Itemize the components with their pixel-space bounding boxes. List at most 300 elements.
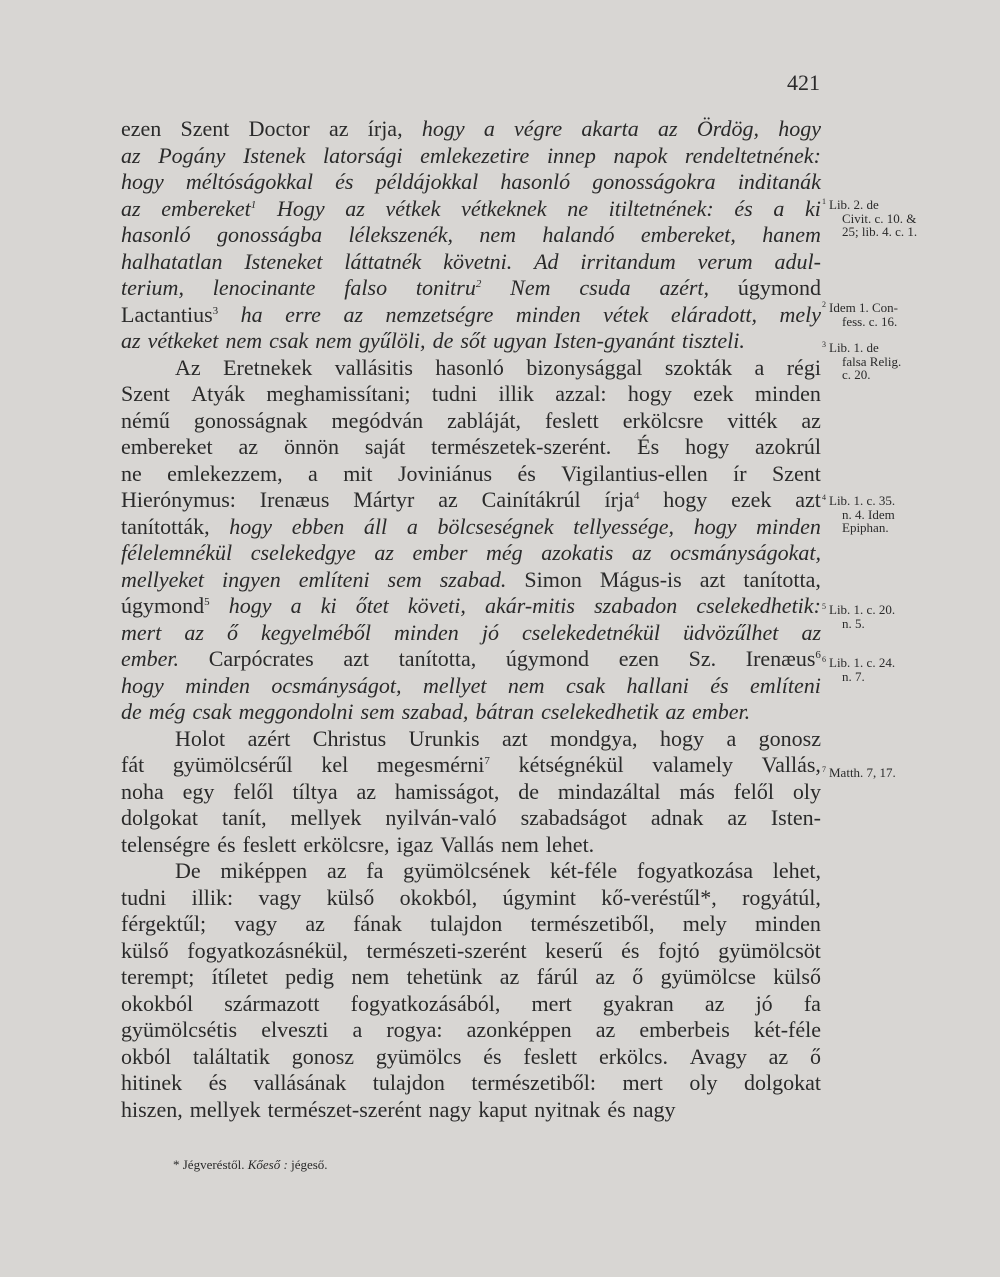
word: minden — [394, 619, 459, 645]
word: és — [621, 937, 640, 963]
word: úgymint — [502, 884, 576, 910]
marginal-note-line: $^4$ Lib. 1. c. 35. — [822, 493, 896, 508]
word: ezen — [121, 116, 162, 141]
word: a — [406, 513, 418, 539]
word: hogy — [228, 593, 272, 618]
word: Simon — [524, 566, 582, 592]
footnote-mark: * — [173, 1157, 180, 1172]
marginal-note-number: 1 — [822, 197, 826, 206]
word: az — [326, 858, 347, 883]
word: vétkek — [385, 195, 441, 221]
marginal-note-line: n. 5. — [842, 615, 865, 631]
word: Pogány — [158, 142, 226, 168]
word: fát — [121, 752, 145, 777]
word: kő-veréstűl*, — [601, 884, 717, 910]
word: rogya: — [386, 1017, 443, 1042]
word: vitték — [727, 407, 778, 433]
word: az — [438, 487, 458, 512]
word: hasonló — [435, 354, 504, 380]
page-number: 421 — [787, 70, 820, 95]
word: tudni — [121, 884, 167, 910]
word: vallásitis — [334, 354, 413, 380]
note-reference: 2 — [475, 278, 482, 290]
word: bátran — [475, 699, 535, 724]
text-line — [121, 116, 821, 143]
word: akarta — [581, 116, 639, 141]
word: Atyák — [191, 381, 245, 406]
word: gonosságokra — [592, 169, 716, 194]
word: irritandum — [580, 248, 676, 274]
marginal-note-line: $^1$ Lib. 2. de — [822, 197, 879, 212]
text-line — [121, 832, 821, 859]
word: Isteneket — [244, 248, 323, 274]
word: embereket — [121, 434, 213, 459]
word: nyilván-való — [385, 805, 497, 830]
word: felől — [733, 778, 775, 804]
word: tehetünk — [406, 964, 483, 989]
word: tulajdon — [372, 1070, 445, 1095]
word: oly — [689, 1070, 718, 1095]
word: napok — [613, 142, 668, 168]
word: latorsági — [323, 142, 403, 168]
word: ebben — [291, 513, 345, 539]
word: még — [148, 699, 186, 724]
word: fojtó — [658, 937, 700, 963]
word: nem — [507, 672, 545, 698]
word: vétkeknek — [461, 195, 547, 221]
text-line — [121, 938, 821, 965]
word: emlekezzem, — [167, 460, 283, 486]
word: minden — [515, 301, 581, 327]
word: mindazáltal — [557, 778, 661, 804]
marginal-note-number: 2 — [822, 300, 826, 309]
footnote — [173, 1157, 328, 1173]
word: szabad. — [439, 566, 507, 592]
note-reference: 5 — [204, 596, 210, 608]
word: ingyen — [222, 566, 281, 592]
word: Isten- — [770, 805, 821, 830]
word: adnak — [650, 805, 704, 830]
word: kaput — [478, 1096, 528, 1122]
word: tanította, — [398, 646, 477, 671]
text-line — [121, 646, 821, 673]
word: lehet. — [545, 831, 595, 857]
word: mert — [531, 990, 572, 1016]
text-line — [121, 858, 821, 885]
word: nem — [351, 964, 390, 989]
word: terempt; — [121, 964, 195, 989]
word: okból — [121, 1043, 172, 1069]
word: Szent — [121, 381, 170, 406]
word: gyümölcsének — [403, 858, 531, 883]
word: ír — [733, 460, 747, 486]
text-line — [121, 752, 821, 779]
word: meghamissítani; — [266, 381, 411, 406]
word: Hogy — [276, 195, 325, 221]
marginal-note-line: 25; lib. 4. c. 1. — [842, 224, 918, 239]
word: természetiből: — [471, 1070, 597, 1095]
word: csak — [192, 699, 232, 724]
word: szabadon — [594, 593, 678, 618]
word: gyümölcsérűl — [172, 752, 293, 777]
word: rendeltetnének: — [684, 142, 821, 168]
word: ember. — [692, 699, 751, 724]
word: említeni — [298, 566, 370, 592]
word: azonképpen — [466, 1017, 572, 1042]
word: minden — [756, 513, 821, 539]
word: az — [801, 407, 821, 433]
word: az — [356, 778, 377, 804]
word: jó — [755, 990, 773, 1016]
word: és — [517, 460, 536, 486]
note-reference: 7 — [484, 755, 490, 767]
word: erkölcsre — [622, 407, 704, 433]
word: minden — [754, 381, 821, 406]
word: írja, — [367, 116, 403, 141]
text-line — [121, 1017, 821, 1044]
word: csuda — [579, 275, 631, 300]
text-line — [121, 302, 821, 329]
word: mellyek — [290, 805, 362, 830]
word: tonitru$^2$ — [415, 275, 482, 300]
word: Christus — [312, 725, 387, 751]
word: feslett — [544, 407, 599, 433]
text-line — [121, 699, 821, 726]
word: Az — [175, 354, 201, 380]
word: inditanák — [737, 169, 821, 194]
marginal-note-line: falsa Relig. — [842, 353, 902, 369]
word: egy — [182, 778, 215, 804]
word: és — [208, 1070, 227, 1095]
word: láttatnék — [344, 248, 422, 274]
marginal-note-number: 7 — [822, 765, 826, 774]
word: ne — [567, 195, 588, 221]
word: ő — [226, 619, 238, 645]
word: az — [238, 434, 259, 459]
word: ő — [632, 964, 644, 989]
word: jó — [481, 619, 499, 645]
text-line — [121, 779, 821, 806]
word: erkölcsre, — [303, 831, 390, 857]
word: az — [768, 1043, 789, 1069]
word: végre — [514, 116, 563, 141]
word: külső — [121, 937, 169, 963]
word: zabláját, — [447, 407, 522, 433]
word: lenocinante — [212, 275, 316, 300]
footnote-text-2: jégeső. — [291, 1157, 328, 1172]
marginal-note-number: 6 — [822, 655, 826, 664]
text-line — [121, 514, 821, 541]
marginal-note-line: fess. c. 16. — [842, 313, 898, 329]
word: noha — [121, 778, 164, 804]
text-line — [121, 222, 821, 249]
word: származott — [224, 990, 320, 1016]
word: azokatis — [541, 540, 614, 565]
word: halandó — [542, 222, 615, 247]
text-line — [121, 275, 821, 302]
word: két-féle — [753, 1017, 821, 1042]
word: ezen — [618, 646, 659, 671]
word: mit — [343, 460, 373, 486]
word: azzal: — [555, 381, 607, 406]
word: embereket, — [640, 222, 736, 247]
marginal-note — [822, 494, 972, 535]
word: Isten-gyanánt — [553, 328, 675, 353]
word: mely — [682, 911, 727, 936]
word: hogy — [627, 381, 672, 406]
word: hogy — [121, 672, 164, 698]
text-line — [121, 567, 821, 594]
word: lehet, — [772, 858, 821, 883]
word: Carpócrates — [208, 646, 314, 671]
word: hasonló — [121, 222, 191, 247]
word: sem — [360, 699, 395, 724]
word: adul- — [774, 248, 821, 274]
word: fa — [366, 858, 384, 883]
word: Hierónymus: — [121, 487, 236, 512]
word: követni. — [443, 248, 513, 274]
word: természetiből, — [530, 911, 655, 936]
marginal-note-line: $^7$ Matth. 7, 17. — [822, 765, 896, 780]
text-line — [121, 911, 821, 938]
word: említeni — [750, 672, 821, 698]
word: erkölcs. — [598, 1043, 668, 1069]
word: gonosságba — [217, 222, 323, 247]
word: Vigilantius-ellen — [561, 460, 708, 486]
marginal-note-line: c. 20. — [842, 367, 871, 382]
word: fogyatkozásnékül, — [187, 937, 348, 963]
word: külső — [326, 884, 375, 910]
word: az — [305, 911, 325, 936]
word: és — [607, 1096, 626, 1122]
word: azt — [699, 566, 726, 592]
word: az — [121, 195, 141, 221]
marginal-note-line: $^5$ Lib. 1. c. 20. — [822, 602, 896, 617]
text-line — [121, 355, 821, 382]
word: nemzetségre — [385, 301, 494, 327]
word: fogyatkozásából, — [350, 990, 501, 1016]
word: a — [754, 354, 765, 380]
text-line — [121, 434, 821, 461]
word: dolgokat — [121, 805, 198, 830]
word: nagy — [428, 1096, 472, 1122]
text-line — [121, 408, 821, 435]
word: megesmérni$^7$ — [376, 752, 490, 777]
word: csak — [269, 328, 309, 353]
word: mellyek — [189, 1096, 261, 1122]
word: áll — [363, 513, 388, 539]
word: az — [374, 540, 394, 565]
word: az — [345, 195, 365, 221]
word: terium, — [121, 275, 184, 300]
word: keserű — [545, 937, 603, 963]
word: kétségnékül — [518, 752, 624, 777]
word: önnön — [283, 434, 339, 459]
word: férgektűl; — [121, 911, 207, 936]
word: nem — [479, 222, 516, 247]
marginal-note-number: 4 — [822, 493, 826, 502]
word: külső — [773, 964, 821, 989]
word: miképpen — [220, 858, 308, 883]
text-line — [121, 381, 821, 408]
word: hogy — [121, 169, 164, 194]
word: pedig — [285, 964, 335, 989]
marginal-note-number: 3 — [822, 340, 826, 349]
word: a — [726, 725, 737, 751]
text-line — [121, 328, 821, 355]
word: Vallás — [440, 831, 494, 857]
word: tellyessége, — [573, 513, 675, 539]
text-line — [121, 249, 821, 276]
word: és — [710, 672, 729, 698]
marginal-note-line: $^3$ Lib. 1. de — [822, 340, 879, 355]
word: itiltetnének: — [608, 195, 714, 221]
word: hanem — [762, 222, 821, 247]
word: és — [734, 195, 753, 221]
word: Szent — [180, 116, 230, 141]
word: gonosz — [291, 1043, 355, 1069]
word: nem — [315, 328, 352, 353]
word: felől — [233, 778, 274, 804]
word: ugyan — [493, 328, 547, 353]
word: minden — [754, 911, 821, 936]
word: gonosságnak — [193, 407, 308, 433]
word: gyümölcsöt — [718, 937, 821, 963]
word: illik — [498, 381, 534, 406]
word: halhatatlan — [121, 248, 223, 274]
word: nem — [501, 831, 539, 857]
word: üdvözűlhet — [683, 619, 779, 645]
word: Joviniánus — [397, 460, 493, 486]
word: úgymond — [737, 275, 821, 300]
text-line — [121, 991, 821, 1018]
word: szabad, — [401, 699, 469, 724]
word: dolgokat — [743, 1070, 821, 1095]
word: a — [290, 593, 302, 618]
word: mely — [779, 301, 821, 327]
word: tanít, — [221, 805, 267, 830]
text-line — [121, 196, 821, 223]
word: és — [335, 169, 354, 194]
marginal-note-line: Epiphan. — [842, 520, 889, 535]
text-line — [121, 726, 821, 753]
word: az — [595, 964, 615, 989]
marginal-note — [822, 603, 972, 630]
word: Istenek — [243, 142, 306, 168]
word: emberbeis — [639, 1017, 730, 1042]
word: természetek-szerént. — [431, 434, 612, 459]
word: feslett — [523, 1043, 578, 1069]
word: rogyátúl, — [742, 884, 821, 910]
word: mondgya, — [550, 725, 638, 751]
word: hogy — [229, 513, 273, 539]
word: némű — [121, 407, 170, 433]
word: hogy — [421, 116, 465, 141]
word: vagy — [258, 884, 302, 910]
text-line — [121, 620, 821, 647]
footnote-italic-text: Kőeső : — [247, 1157, 288, 1172]
word: és — [217, 831, 236, 857]
word: Urunkis — [408, 725, 480, 751]
marginal-note-line: n. 4. Idem — [842, 506, 895, 522]
word: És — [637, 434, 660, 459]
word: cselekedetnékül — [522, 619, 661, 645]
word: fa — [803, 990, 821, 1016]
note-reference: 1 — [250, 198, 257, 211]
word: valamely — [652, 752, 733, 777]
word: még — [486, 540, 523, 565]
word: okokból, — [399, 884, 478, 910]
word: fárúl — [536, 964, 579, 989]
word: és — [483, 1043, 502, 1069]
text-line — [121, 964, 821, 991]
word: ítíletet — [211, 964, 268, 989]
word: gyűlöli, — [358, 328, 426, 353]
word: Mágus-is — [599, 566, 682, 592]
word: nyitnak — [534, 1096, 601, 1122]
word: akár-mitis — [484, 593, 575, 618]
word: ember — [412, 540, 468, 565]
word: emlekezetire — [420, 142, 530, 168]
word: a — [308, 460, 318, 486]
word: tanították, — [121, 513, 210, 539]
word: Lactantius$^3$ — [121, 301, 219, 327]
word: vallásának — [253, 1070, 347, 1095]
note-reference: 4 — [633, 490, 640, 502]
word: de — [121, 699, 142, 724]
word: az — [343, 301, 363, 327]
word: gyakran — [602, 990, 674, 1016]
text-line — [121, 1097, 821, 1124]
word: mert — [622, 1070, 663, 1095]
word: ocsmányságokat, — [670, 540, 821, 565]
marginal-note — [822, 341, 972, 382]
text-line — [121, 805, 821, 832]
word: nagy — [632, 1096, 676, 1122]
word: az — [727, 805, 747, 830]
word: sőt — [460, 328, 487, 353]
word: félelemnékül — [121, 540, 233, 565]
word: erre — [285, 301, 321, 327]
word: a — [483, 116, 495, 141]
word: tulajdon — [430, 911, 503, 936]
word: ember. — [121, 646, 180, 671]
word: találtatik — [192, 1043, 270, 1069]
word: bölcseségnek — [437, 513, 554, 539]
word: ki — [320, 593, 337, 618]
word: azért, — [659, 275, 710, 300]
note-reference: 3 — [212, 304, 219, 317]
main-text — [121, 116, 821, 1123]
word: ezek — [731, 487, 772, 512]
word: Holot — [175, 725, 226, 751]
word: ki — [804, 195, 821, 221]
word: oly — [792, 778, 821, 804]
word: ha — [240, 301, 263, 327]
text-line — [121, 143, 821, 170]
word: az — [631, 540, 652, 565]
marginal-note — [822, 301, 972, 328]
word: az — [801, 619, 821, 645]
word: az — [595, 1017, 616, 1042]
word: a — [773, 195, 785, 221]
marginal-note — [822, 198, 972, 239]
word: természet-szerént — [267, 1096, 422, 1122]
word: mellyeket — [121, 566, 205, 592]
word: cselekedhetik: — [696, 593, 821, 618]
marginal-note-line: $^6$ Lib. 1. c. 24. — [822, 655, 896, 670]
word: cselekedgye — [250, 540, 356, 565]
